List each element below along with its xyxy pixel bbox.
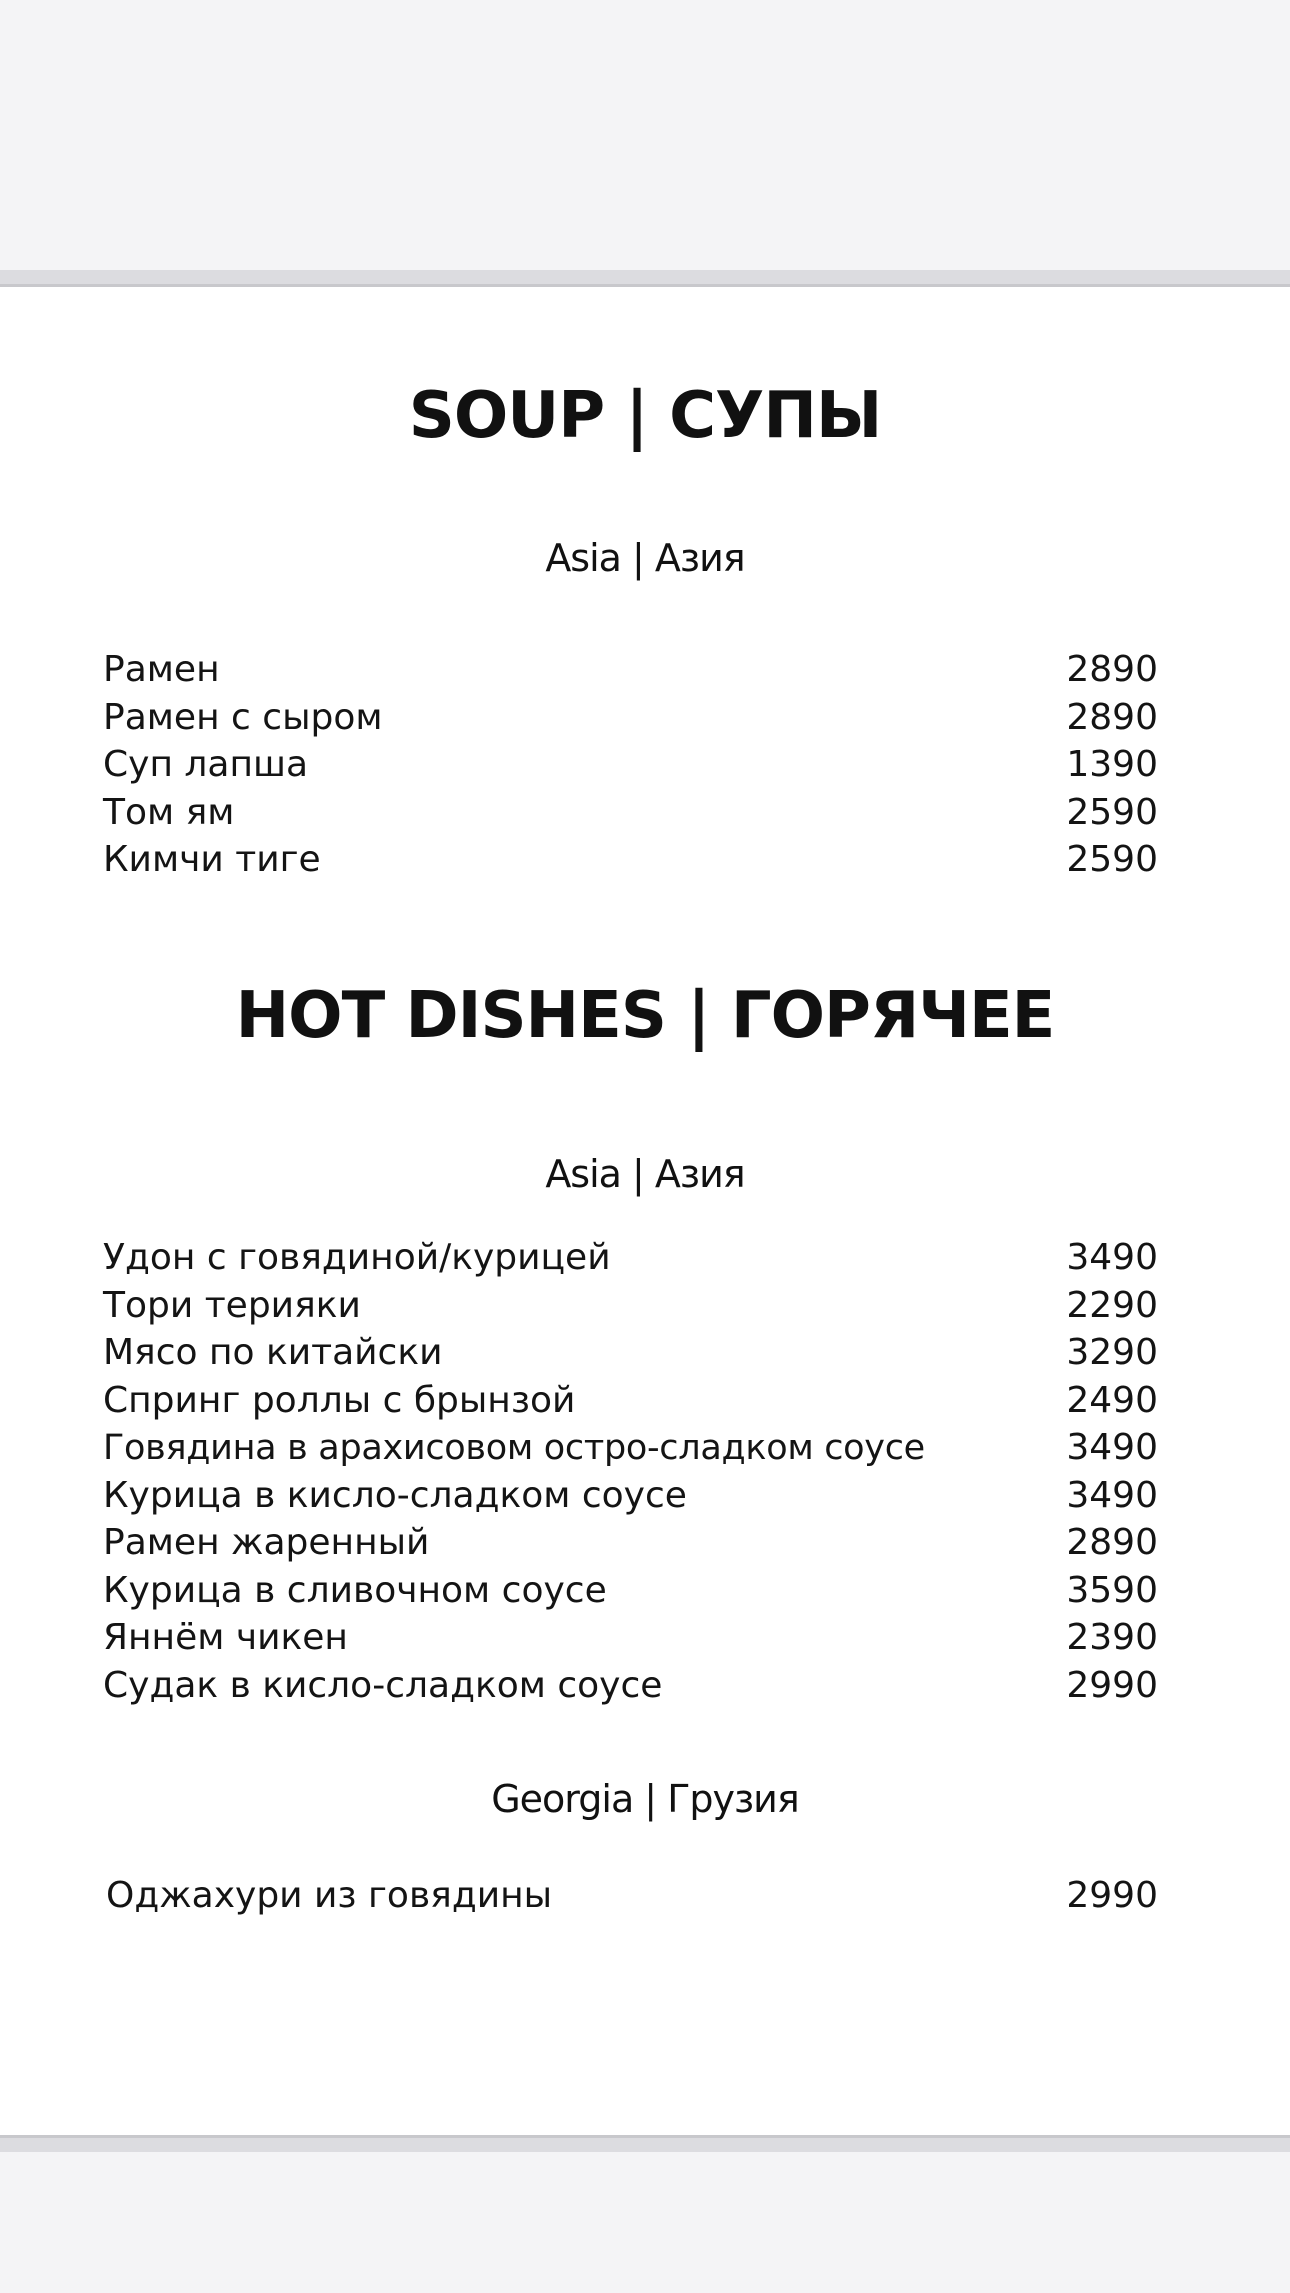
dish-name: Курица в кисло-сладком соусе: [103, 1474, 687, 1516]
hot-dishes-section-title: HOT DISHES | ГОРЯЧЕЕ: [235, 979, 1055, 1053]
dish-price: 2590: [1066, 839, 1158, 880]
menu-item: [103, 1662, 1158, 1710]
menu-item: [103, 741, 1158, 789]
dish-price: 2290: [1066, 1284, 1158, 1326]
hot-asia-subtitle: Asia | Азия: [545, 1152, 745, 1196]
dish-name: Оджахури из говядины: [106, 1875, 553, 1916]
menu-item: [103, 1424, 1158, 1472]
dish-price: 1390: [1066, 744, 1158, 785]
dish-price: 3290: [1066, 1332, 1158, 1373]
dish-price: 2490: [1066, 1379, 1158, 1421]
dish-name: Том ям: [103, 791, 235, 833]
dish-name: Рамен: [103, 649, 220, 690]
dish-price: 3490: [1066, 1237, 1158, 1278]
dish-name: Рамен жаренный: [103, 1522, 430, 1563]
menu-item: [103, 1234, 1158, 1282]
dish-name: Курица в сливочном соусе: [103, 1569, 607, 1611]
dish-name: Спринг роллы с брынзой: [103, 1379, 576, 1421]
dish-name: Яннём чикен: [103, 1617, 348, 1658]
menu-item: [103, 646, 1158, 694]
dish-price: 2990: [1066, 1875, 1158, 1916]
menu-item: [103, 1519, 1158, 1567]
menu-item: [103, 1614, 1158, 1662]
dish-price: 2890: [1066, 1522, 1158, 1563]
hot-georgia-subtitle: Georgia | Грузия: [491, 1777, 799, 1821]
menu-page: [0, 270, 1290, 2152]
dish-price: 2390: [1066, 1617, 1158, 1658]
dish-name: Говядина в арахисовом остро-сладком соусе: [103, 1428, 925, 1468]
dish-name: Кимчи тиге: [103, 839, 321, 880]
dish-name: Удон с говядиной/курицей: [103, 1237, 611, 1278]
menu-item: [103, 1567, 1158, 1615]
dish-name: Суп лапша: [103, 744, 309, 785]
dish-price: 3490: [1066, 1427, 1158, 1468]
menu-item: [103, 1472, 1158, 1520]
dish-price: 3490: [1066, 1474, 1158, 1516]
dish-price: 2890: [1066, 696, 1158, 738]
menu-item: [103, 836, 1158, 884]
soup-section-title: SOUP | СУПЫ: [408, 379, 882, 453]
dish-name: Мясо по китайски: [103, 1332, 443, 1373]
menu-item: [103, 1377, 1158, 1425]
menu-item: [103, 1329, 1158, 1377]
dish-name: Судак в кисло-сладком соусе: [103, 1664, 663, 1706]
soup-asia-subtitle: Asia | Азия: [545, 536, 745, 580]
hot-asia-list: [103, 1234, 1158, 1709]
soup-asia-list: [103, 646, 1158, 884]
dish-price: 2590: [1066, 791, 1158, 833]
dish-price: 2890: [1066, 649, 1158, 690]
hot-georgia-list: [106, 1872, 1158, 1920]
dish-price: 2990: [1066, 1664, 1158, 1706]
dish-name: Рамен с сыром: [103, 696, 383, 738]
menu-item: [103, 694, 1158, 742]
dish-name: Тори терияки: [103, 1284, 361, 1326]
menu-item: [103, 789, 1158, 837]
dish-price: 3590: [1066, 1569, 1158, 1611]
menu-item: [106, 1872, 1158, 1920]
menu-item: [103, 1282, 1158, 1330]
